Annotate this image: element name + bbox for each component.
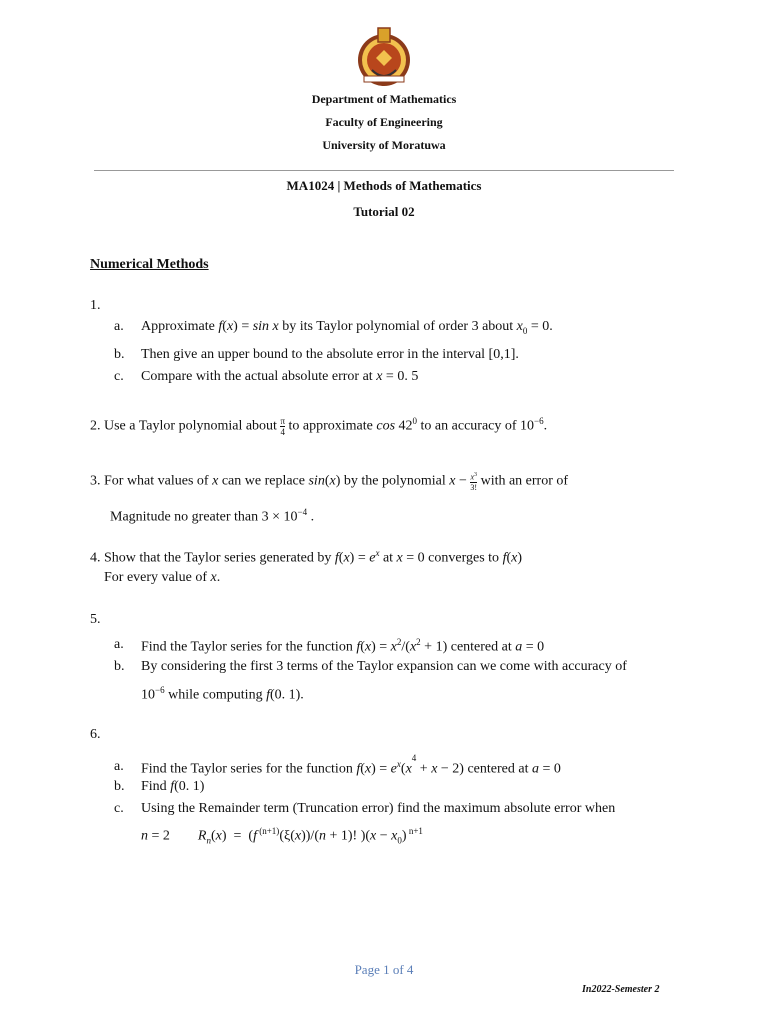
q6a-label: a. [114, 759, 124, 774]
q5a-label: a. [114, 637, 124, 652]
q3-text-2: Magnitude no greater than $3 \times 10^{-4}$ . [110, 507, 315, 525]
q1b-text: Then give an upper bound to the absolute error in the interval [0,1]. [141, 347, 519, 362]
q4-text-2: For every value of x. [104, 570, 221, 585]
q1c-label: c. [114, 369, 124, 384]
university-logo [354, 20, 414, 90]
page-number: Page 1 of 4 [354, 962, 414, 977]
header-divider [94, 170, 674, 171]
tutorial-title: Tutorial 02 [353, 204, 415, 219]
q3-text: 3. For what values of x can we replace sin(x) by the polynomial $x - x^3$ 3! with an error of [90, 472, 569, 492]
q5-number: 5. [90, 612, 101, 627]
q6c-text: Using the Remainder term (Truncation error) find the maximum absolute error when [141, 801, 616, 816]
q1a-label: a. [114, 319, 124, 334]
q4-text: 4. Show that the Taylor series generated by $f(x) = e^x$ at x = 0 converges to f(x) [90, 548, 523, 566]
q1b-label: b. [114, 347, 125, 362]
section-title: Numerical Methods [90, 257, 209, 272]
q1-number: 1. [90, 298, 101, 313]
faculty-name: Faculty of Engineering [325, 115, 443, 129]
university-name: University of Moratuwa [322, 138, 446, 152]
q6c-label: c. [114, 801, 124, 816]
q5b-text-2: $10^{-6}$ while computing f(0. 1). [141, 685, 304, 703]
q5a-text: Find the Taylor series for the function $f(x) = x^2/(x^2 + 1)$ centered at a = 0 [141, 637, 545, 655]
q6c-formula: n = 2 $R_n(x) = (f$ $^{(n+1)}$(ξ(x))/(n + 1)! )$(x - x_0)$ $^{n+1}$ [141, 826, 423, 846]
semester-label: In2022-Semester 2 [582, 984, 660, 995]
q1a-text: Approximate f(x) = sin x by its Taylor polynomial of order 3 about $x_0 = 0$. [141, 319, 553, 336]
q2-text: 2. Use a Taylor polynomial about π 4 to approximate $\cos 42^0$ to an accuracy of $10^{-6}$. [90, 416, 548, 437]
q6-number: 6. [90, 727, 101, 742]
q6b-text: Find f(0. 1) [141, 779, 205, 794]
q5b-label: b. [114, 659, 125, 674]
q6b-label: b. [114, 779, 125, 794]
q6a-text: Find the Taylor series for the function $f(x) = e^x(x^4 + x - 2)$ centered at a = 0 [141, 753, 561, 777]
course-title: MA1024 | Methods of Mathematics [286, 178, 482, 193]
dept-name: Department of Mathematics [311, 92, 457, 106]
q5b-text: By considering the first 3 terms of the Taylor expansion can we come with accuracy of [141, 659, 627, 674]
q1c-text: Compare with the actual absolute error at x = 0. 5 [141, 369, 419, 384]
